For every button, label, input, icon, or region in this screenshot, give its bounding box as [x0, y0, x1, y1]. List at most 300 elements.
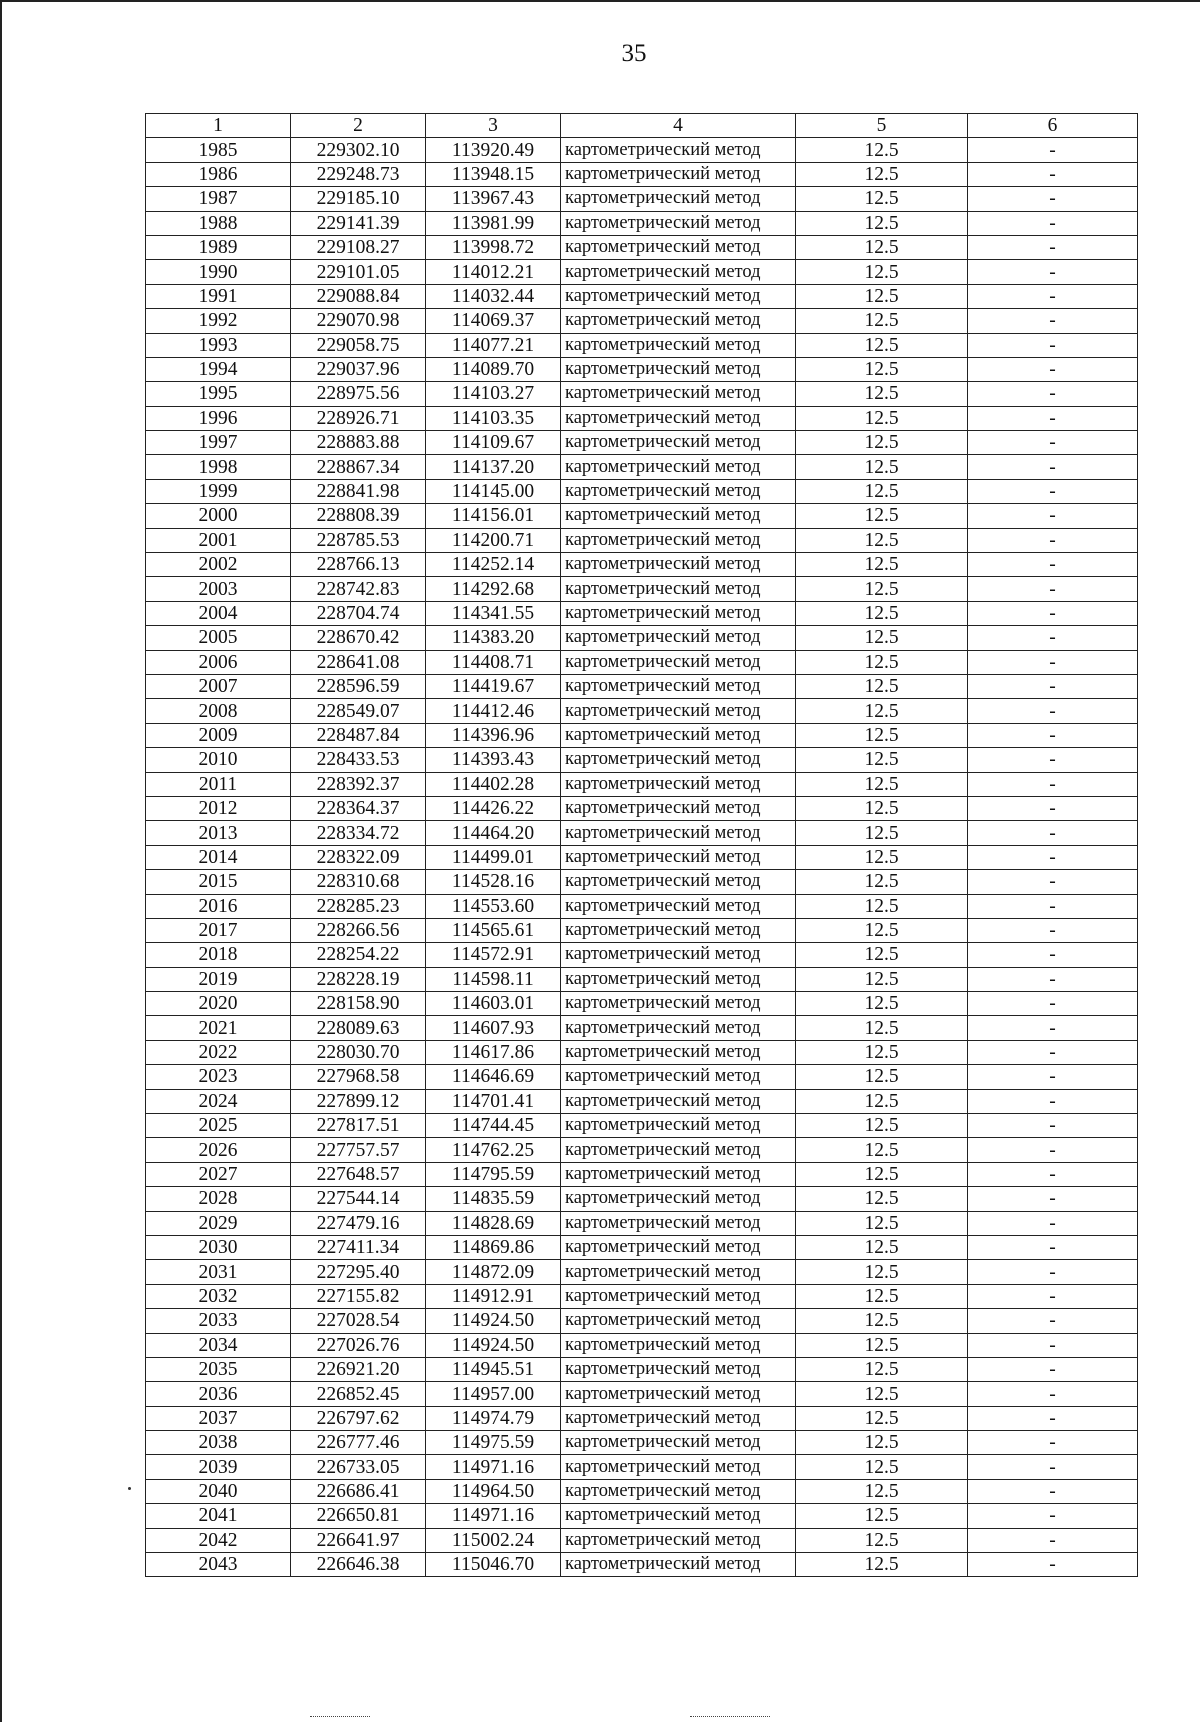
y-coordinate-cell: 113920.49 [426, 138, 561, 162]
accuracy-cell: 12.5 [796, 1333, 968, 1357]
point-number-cell: 2026 [146, 1138, 291, 1162]
y-coordinate-cell: 114145.00 [426, 479, 561, 503]
table-row [146, 431, 1138, 455]
accuracy-cell: 12.5 [796, 1089, 968, 1113]
x-coordinate-cell: 229088.84 [291, 284, 426, 308]
table-row [146, 309, 1138, 333]
y-coordinate-cell: 114701.41 [426, 1089, 561, 1113]
table-row [146, 845, 1138, 869]
accuracy-cell: 12.5 [796, 1504, 968, 1528]
accuracy-cell: 12.5 [796, 406, 968, 430]
y-coordinate-cell: 113981.99 [426, 211, 561, 235]
point-number-cell: 2029 [146, 1211, 291, 1235]
description-cell: - [968, 1089, 1138, 1113]
point-number-cell: 2031 [146, 1260, 291, 1284]
y-coordinate-cell: 114762.25 [426, 1138, 561, 1162]
table-row [146, 1138, 1138, 1162]
point-number-cell: 2019 [146, 967, 291, 991]
y-coordinate-cell: 114408.71 [426, 650, 561, 674]
description-cell: - [968, 1431, 1138, 1455]
x-coordinate-cell: 226852.45 [291, 1382, 426, 1406]
table-body [146, 138, 1138, 1577]
point-number-cell: 1990 [146, 260, 291, 284]
y-coordinate-cell: 114341.55 [426, 601, 561, 625]
accuracy-cell: 12.5 [796, 1528, 968, 1552]
y-coordinate-cell: 114924.50 [426, 1309, 561, 1333]
method-cell: картометрический метод [561, 1455, 796, 1479]
x-coordinate-cell: 229101.05 [291, 260, 426, 284]
method-cell: картометрический метод [561, 431, 796, 455]
method-cell: картометрический метод [561, 1504, 796, 1528]
x-coordinate-cell: 227155.82 [291, 1284, 426, 1308]
table-row [146, 406, 1138, 430]
y-coordinate-cell: 114156.01 [426, 504, 561, 528]
method-cell: картометрический метод [561, 1114, 796, 1138]
point-number-cell: 1988 [146, 211, 291, 235]
x-coordinate-cell: 229058.75 [291, 333, 426, 357]
method-cell: картометрический метод [561, 309, 796, 333]
table-row [146, 357, 1138, 381]
y-coordinate-cell: 114912.91 [426, 1284, 561, 1308]
accuracy-cell: 12.5 [796, 382, 968, 406]
accuracy-cell: 12.5 [796, 1406, 968, 1430]
point-number-cell: 2038 [146, 1431, 291, 1455]
table-row [146, 723, 1138, 747]
accuracy-cell: 12.5 [796, 138, 968, 162]
description-cell: - [968, 284, 1138, 308]
description-cell: - [968, 1114, 1138, 1138]
description-cell: - [968, 162, 1138, 186]
description-cell: - [968, 1382, 1138, 1406]
x-coordinate-cell: 226797.62 [291, 1406, 426, 1430]
point-number-cell: 1998 [146, 455, 291, 479]
y-coordinate-cell: 114607.93 [426, 1016, 561, 1040]
table-row [146, 796, 1138, 820]
table-row [146, 748, 1138, 772]
description-cell: - [968, 1284, 1138, 1308]
x-coordinate-cell: 227757.57 [291, 1138, 426, 1162]
accuracy-cell: 12.5 [796, 723, 968, 747]
point-number-cell: 2008 [146, 699, 291, 723]
accuracy-cell: 12.5 [796, 577, 968, 601]
y-coordinate-cell: 114412.46 [426, 699, 561, 723]
y-coordinate-cell: 114975.59 [426, 1431, 561, 1455]
y-coordinate-cell: 114012.21 [426, 260, 561, 284]
y-coordinate-cell: 114974.79 [426, 1406, 561, 1430]
y-coordinate-cell: 114419.67 [426, 674, 561, 698]
point-number-cell: 2041 [146, 1504, 291, 1528]
table-header-row [146, 114, 1138, 138]
accuracy-cell: 12.5 [796, 309, 968, 333]
y-coordinate-cell: 114103.35 [426, 406, 561, 430]
accuracy-cell: 12.5 [796, 553, 968, 577]
y-coordinate-cell: 114137.20 [426, 455, 561, 479]
table-row [146, 1455, 1138, 1479]
description-cell: - [968, 431, 1138, 455]
table-row [146, 1040, 1138, 1064]
point-number-cell: 2025 [146, 1114, 291, 1138]
page-number: 35 [621, 40, 647, 67]
method-cell: картометрический метод [561, 187, 796, 211]
x-coordinate-cell: 227648.57 [291, 1162, 426, 1186]
table-row [146, 577, 1138, 601]
y-coordinate-cell: 114383.20 [426, 626, 561, 650]
table-row [146, 284, 1138, 308]
method-cell: картометрический метод [561, 406, 796, 430]
table-row [146, 1309, 1138, 1333]
method-cell: картометрический метод [561, 1211, 796, 1235]
method-cell: картометрический метод [561, 260, 796, 284]
y-coordinate-cell: 113967.43 [426, 187, 561, 211]
table-row [146, 1016, 1138, 1040]
y-coordinate-cell: 114393.43 [426, 748, 561, 772]
table-row [146, 553, 1138, 577]
x-coordinate-cell: 229037.96 [291, 357, 426, 381]
point-number-cell: 2021 [146, 1016, 291, 1040]
description-cell: - [968, 577, 1138, 601]
table-row [146, 1065, 1138, 1089]
y-coordinate-cell: 113998.72 [426, 235, 561, 259]
accuracy-cell: 12.5 [796, 894, 968, 918]
point-number-cell: 2004 [146, 601, 291, 625]
y-coordinate-cell: 114617.86 [426, 1040, 561, 1064]
y-coordinate-cell: 114402.28 [426, 772, 561, 796]
accuracy-cell: 12.5 [796, 1114, 968, 1138]
table-row [146, 674, 1138, 698]
y-coordinate-cell: 114089.70 [426, 357, 561, 381]
point-number-cell: 2015 [146, 870, 291, 894]
point-number-cell: 2000 [146, 504, 291, 528]
accuracy-cell: 12.5 [796, 1455, 968, 1479]
accuracy-cell: 12.5 [796, 1162, 968, 1186]
description-cell: - [968, 1333, 1138, 1357]
point-number-cell: 2006 [146, 650, 291, 674]
description-cell: - [968, 1187, 1138, 1211]
method-cell: картометрический метод [561, 479, 796, 503]
x-coordinate-cell: 228030.70 [291, 1040, 426, 1064]
y-coordinate-cell: 114598.11 [426, 967, 561, 991]
description-cell: - [968, 772, 1138, 796]
table-row [146, 235, 1138, 259]
description-cell: - [968, 1235, 1138, 1259]
description-cell: - [968, 138, 1138, 162]
table-row [146, 1089, 1138, 1113]
y-coordinate-cell: 114464.20 [426, 821, 561, 845]
y-coordinate-cell: 114869.86 [426, 1235, 561, 1259]
method-cell: картометрический метод [561, 455, 796, 479]
y-coordinate-cell: 114964.50 [426, 1479, 561, 1503]
accuracy-cell: 12.5 [796, 1016, 968, 1040]
table-row [146, 699, 1138, 723]
method-cell: картометрический метод [561, 821, 796, 845]
table-row [146, 1284, 1138, 1308]
table-row [146, 1406, 1138, 1430]
x-coordinate-cell: 228975.56 [291, 382, 426, 406]
point-number-cell: 2022 [146, 1040, 291, 1064]
method-cell: картометрический метод [561, 870, 796, 894]
method-cell: картометрический метод [561, 1406, 796, 1430]
accuracy-cell: 12.5 [796, 943, 968, 967]
x-coordinate-cell: 228841.98 [291, 479, 426, 503]
y-coordinate-cell: 114396.96 [426, 723, 561, 747]
method-cell: картометрический метод [561, 211, 796, 235]
point-number-cell: 2037 [146, 1406, 291, 1430]
scan-artifact [690, 1716, 770, 1718]
point-number-cell: 2009 [146, 723, 291, 747]
accuracy-cell: 12.5 [796, 748, 968, 772]
method-cell: картометрический метод [561, 138, 796, 162]
point-number-cell: 1994 [146, 357, 291, 381]
x-coordinate-cell: 228322.09 [291, 845, 426, 869]
accuracy-cell: 12.5 [796, 211, 968, 235]
table-row [146, 1504, 1138, 1528]
point-number-cell: 1991 [146, 284, 291, 308]
description-cell: - [968, 357, 1138, 381]
description-cell: - [968, 626, 1138, 650]
accuracy-cell: 12.5 [796, 992, 968, 1016]
column-header: 3 [426, 114, 561, 138]
x-coordinate-cell: 228089.63 [291, 1016, 426, 1040]
x-coordinate-cell: 228334.72 [291, 821, 426, 845]
table-row [146, 821, 1138, 845]
y-coordinate-cell: 114499.01 [426, 845, 561, 869]
x-coordinate-cell: 228785.53 [291, 528, 426, 552]
method-cell: картометрический метод [561, 1016, 796, 1040]
x-coordinate-cell: 227899.12 [291, 1089, 426, 1113]
x-coordinate-cell: 227028.54 [291, 1309, 426, 1333]
point-number-cell: 1992 [146, 309, 291, 333]
table-row [146, 1479, 1138, 1503]
point-number-cell: 2002 [146, 553, 291, 577]
point-number-cell: 2028 [146, 1187, 291, 1211]
x-coordinate-cell: 227479.16 [291, 1211, 426, 1235]
x-coordinate-cell: 227295.40 [291, 1260, 426, 1284]
method-cell: картометрический метод [561, 553, 796, 577]
y-coordinate-cell: 114924.50 [426, 1333, 561, 1357]
y-coordinate-cell: 114426.22 [426, 796, 561, 820]
accuracy-cell: 12.5 [796, 479, 968, 503]
y-coordinate-cell: 115002.24 [426, 1528, 561, 1552]
method-cell: картометрический метод [561, 1479, 796, 1503]
scan-speck [128, 1487, 131, 1490]
x-coordinate-cell: 227411.34 [291, 1235, 426, 1259]
accuracy-cell: 12.5 [796, 187, 968, 211]
description-cell: - [968, 870, 1138, 894]
table-row [146, 162, 1138, 186]
method-cell: картометрический метод [561, 1382, 796, 1406]
description-cell: - [968, 1406, 1138, 1430]
point-number-cell: 2034 [146, 1333, 291, 1357]
point-number-cell: 2001 [146, 528, 291, 552]
description-cell: - [968, 1260, 1138, 1284]
point-number-cell: 2035 [146, 1357, 291, 1381]
x-coordinate-cell: 227968.58 [291, 1065, 426, 1089]
x-coordinate-cell: 228266.56 [291, 918, 426, 942]
point-number-cell: 2042 [146, 1528, 291, 1552]
scan-border-top [0, 0, 1200, 2]
x-coordinate-cell: 227026.76 [291, 1333, 426, 1357]
method-cell: картометрический метод [561, 1089, 796, 1113]
x-coordinate-cell: 226650.81 [291, 1504, 426, 1528]
table-row [146, 333, 1138, 357]
y-coordinate-cell: 114032.44 [426, 284, 561, 308]
accuracy-cell: 12.5 [796, 1479, 968, 1503]
table-row [146, 1333, 1138, 1357]
x-coordinate-cell: 229070.98 [291, 309, 426, 333]
x-coordinate-cell: 228364.37 [291, 796, 426, 820]
accuracy-cell: 12.5 [796, 1211, 968, 1235]
description-cell: - [968, 1065, 1138, 1089]
x-coordinate-cell: 228867.34 [291, 455, 426, 479]
accuracy-cell: 12.5 [796, 1187, 968, 1211]
x-coordinate-cell: 226777.46 [291, 1431, 426, 1455]
y-coordinate-cell: 114828.69 [426, 1211, 561, 1235]
column-header: 5 [796, 114, 968, 138]
accuracy-cell: 12.5 [796, 455, 968, 479]
x-coordinate-cell: 226686.41 [291, 1479, 426, 1503]
description-cell: - [968, 1040, 1138, 1064]
x-coordinate-cell: 228392.37 [291, 772, 426, 796]
y-coordinate-cell: 114795.59 [426, 1162, 561, 1186]
accuracy-cell: 12.5 [796, 650, 968, 674]
x-coordinate-cell: 228808.39 [291, 504, 426, 528]
method-cell: картометрический метод [561, 992, 796, 1016]
method-cell: картометрический метод [561, 528, 796, 552]
description-cell: - [968, 650, 1138, 674]
method-cell: картометрический метод [561, 601, 796, 625]
x-coordinate-cell: 228670.42 [291, 626, 426, 650]
point-number-cell: 2016 [146, 894, 291, 918]
method-cell: картометрический метод [561, 284, 796, 308]
column-header: 2 [291, 114, 426, 138]
table-row [146, 1357, 1138, 1381]
description-cell: - [968, 845, 1138, 869]
accuracy-cell: 12.5 [796, 1309, 968, 1333]
table-row [146, 772, 1138, 796]
x-coordinate-cell: 228158.90 [291, 992, 426, 1016]
point-number-cell: 2036 [146, 1382, 291, 1406]
method-cell: картометрический метод [561, 1138, 796, 1162]
description-cell: - [968, 187, 1138, 211]
description-cell: - [968, 504, 1138, 528]
x-coordinate-cell: 228641.08 [291, 650, 426, 674]
description-cell: - [968, 1504, 1138, 1528]
point-number-cell: 1999 [146, 479, 291, 503]
y-coordinate-cell: 113948.15 [426, 162, 561, 186]
description-cell: - [968, 748, 1138, 772]
method-cell: картометрический метод [561, 357, 796, 381]
point-number-cell: 2003 [146, 577, 291, 601]
method-cell: картометрический метод [561, 626, 796, 650]
method-cell: картометрический метод [561, 1065, 796, 1089]
point-number-cell: 2018 [146, 943, 291, 967]
table-row [146, 1187, 1138, 1211]
x-coordinate-cell: 228766.13 [291, 553, 426, 577]
method-cell: картометрический метод [561, 674, 796, 698]
y-coordinate-cell: 114252.14 [426, 553, 561, 577]
description-cell: - [968, 260, 1138, 284]
method-cell: картометрический метод [561, 1235, 796, 1259]
point-number-cell: 2011 [146, 772, 291, 796]
table-row [146, 992, 1138, 1016]
accuracy-cell: 12.5 [796, 1431, 968, 1455]
description-cell: - [968, 1162, 1138, 1186]
accuracy-cell: 12.5 [796, 1040, 968, 1064]
table-row [146, 894, 1138, 918]
x-coordinate-cell: 228742.83 [291, 577, 426, 601]
description-cell: - [968, 723, 1138, 747]
x-coordinate-cell: 228228.19 [291, 967, 426, 991]
description-cell: - [968, 479, 1138, 503]
description-cell: - [968, 528, 1138, 552]
table-row [146, 626, 1138, 650]
y-coordinate-cell: 114103.27 [426, 382, 561, 406]
table-row [146, 1528, 1138, 1552]
description-cell: - [968, 1309, 1138, 1333]
accuracy-cell: 12.5 [796, 357, 968, 381]
description-cell: - [968, 1479, 1138, 1503]
table-row [146, 211, 1138, 235]
x-coordinate-cell: 226646.38 [291, 1553, 426, 1577]
accuracy-cell: 12.5 [796, 333, 968, 357]
accuracy-cell: 12.5 [796, 674, 968, 698]
x-coordinate-cell: 229185.10 [291, 187, 426, 211]
table-row [146, 601, 1138, 625]
y-coordinate-cell: 114872.09 [426, 1260, 561, 1284]
x-coordinate-cell: 228704.74 [291, 601, 426, 625]
method-cell: картометрический метод [561, 796, 796, 820]
table-row [146, 943, 1138, 967]
table-row [146, 528, 1138, 552]
table-row [146, 967, 1138, 991]
x-coordinate-cell: 227817.51 [291, 1114, 426, 1138]
table-row [146, 1211, 1138, 1235]
accuracy-cell: 12.5 [796, 284, 968, 308]
x-coordinate-cell: 226921.20 [291, 1357, 426, 1381]
point-number-cell: 2024 [146, 1089, 291, 1113]
accuracy-cell: 12.5 [796, 626, 968, 650]
accuracy-cell: 12.5 [796, 601, 968, 625]
y-coordinate-cell: 114069.37 [426, 309, 561, 333]
y-coordinate-cell: 114957.00 [426, 1382, 561, 1406]
y-coordinate-cell: 114200.71 [426, 528, 561, 552]
table-row [146, 650, 1138, 674]
method-cell: картометрический метод [561, 699, 796, 723]
method-cell: картометрический метод [561, 943, 796, 967]
point-number-cell: 2020 [146, 992, 291, 1016]
accuracy-cell: 12.5 [796, 967, 968, 991]
accuracy-cell: 12.5 [796, 699, 968, 723]
column-header: 4 [561, 114, 796, 138]
point-number-cell: 2014 [146, 845, 291, 869]
method-cell: картометрический метод [561, 382, 796, 406]
accuracy-cell: 12.5 [796, 1260, 968, 1284]
scan-border-left [0, 0, 2, 1722]
point-number-cell: 2010 [146, 748, 291, 772]
y-coordinate-cell: 114077.21 [426, 333, 561, 357]
y-coordinate-cell: 114292.68 [426, 577, 561, 601]
method-cell: картометрический метод [561, 235, 796, 259]
method-cell: картометрический метод [561, 1162, 796, 1186]
point-number-cell: 2012 [146, 796, 291, 820]
x-coordinate-cell: 227544.14 [291, 1187, 426, 1211]
x-coordinate-cell: 228254.22 [291, 943, 426, 967]
accuracy-cell: 12.5 [796, 772, 968, 796]
accuracy-cell: 12.5 [796, 235, 968, 259]
table-row [146, 260, 1138, 284]
description-cell: - [968, 553, 1138, 577]
method-cell: картометрический метод [561, 894, 796, 918]
